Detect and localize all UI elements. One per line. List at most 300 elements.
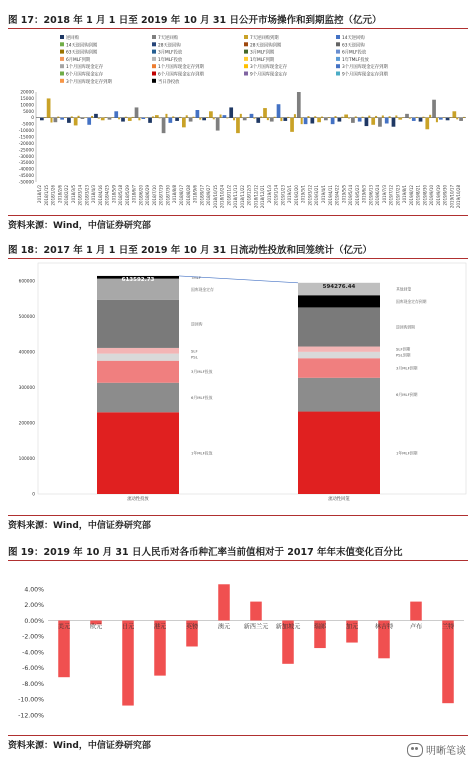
x-tick-label: 2018/5/18 [118,185,124,206]
x-tick-label: 2019/4/1 [321,185,326,203]
maturity-bar [368,116,370,118]
maturity-bar [253,118,255,119]
stack-segment [298,358,380,378]
net-injection-bar [121,118,125,122]
segment-label: 1年MLF投放 [191,450,213,456]
net-injection-bar [60,118,64,120]
maturity-bar [240,114,242,118]
y-tick-label: -12.00% [18,712,44,720]
legend-label: 9个月国库现金定存到期 [342,72,388,78]
x-tick-label: 2019/7/12 [388,185,394,206]
net-injection-bar [331,118,335,124]
x-tick-label: 2018/7/19 [158,185,164,206]
x-tick-label: 2018/9/6 [192,185,198,203]
legend-swatch [336,35,340,39]
legend-swatch [152,79,156,83]
net-injection-bar [392,118,396,127]
y-tick-label: 300000 [18,385,35,391]
net-injection-bar [243,118,247,121]
x-tick-label: 2018/1/26 [50,185,56,206]
x-category-label: 新加坡元 [275,623,301,631]
stack-segment [97,300,179,348]
y-tick-label: -50000 [18,180,34,186]
net-injection-bar [452,111,456,117]
maturity-bar [301,118,303,124]
net-injection-bar [67,118,71,123]
legend-label: 63天逆回购到期 [66,50,98,56]
x-tick-label: 2019/6/13 [368,185,374,206]
legend-swatch [244,35,248,39]
net-injection-bar [290,118,294,132]
y-tick-label: -5000 [21,122,34,128]
legend-label: 1年MLF到期 [250,57,275,63]
maturity-bar [409,118,411,119]
net-injection-bar [459,118,463,121]
y-tick-label: 200000 [18,421,35,427]
total-label: 594276.44 [322,283,356,290]
segment-label: 国库现金定存到期 [396,298,427,304]
segment-label: 3月MLF到期 [396,365,418,371]
net-injection-bar [40,118,44,121]
net-injection-bar [182,118,186,128]
y-tick-label: -10.00% [18,696,44,704]
x-category-label: 欧元 [89,623,103,631]
figure-18-title: 图 18：2017 年 1 月 1 日至 2019 年 10 月 31 日流动性投放和回笼统计（亿元） [8,243,468,259]
maturity-bar [199,118,201,120]
stack-segment [97,361,179,383]
maturity-bar [213,118,215,120]
maturity-bar [294,114,296,118]
stack-segment [298,307,380,346]
net-injection-bar [371,118,375,125]
x-tick-label: 2018/7/30 [165,185,171,206]
legend-swatch [60,42,64,46]
maturity-bar [233,118,235,121]
x-tick-label: 2018/8/28 [185,185,191,206]
maturity-bar [91,116,93,118]
legend-label: 3个月国库现金定存到期 [66,79,112,85]
x-tick-label: 2018/10/24 [219,185,225,209]
x-category-label: 卢布 [409,623,423,631]
x-tick-label: 2019/6/24 [375,185,381,206]
net-injection-bar [114,111,118,117]
maturity-bar [348,118,350,119]
net-injection-bar [155,115,159,118]
net-injection-bar [108,118,112,120]
maturity-bar [71,116,73,117]
legend-swatch [244,57,248,61]
net-injection-bar [81,118,85,119]
x-tick-label: 2019/2/1 [287,185,293,203]
value-bar [410,602,422,621]
maturity-bar [429,115,431,118]
maturity-bar [206,117,208,118]
legend-swatch [336,72,340,76]
stack-segment [298,347,380,352]
net-injection-bar [47,98,51,117]
maturity-bar [64,117,66,118]
legend-swatch [152,64,156,68]
x-tick-label: 2018/7/10 [151,185,157,206]
net-injection-bar [385,118,389,124]
net-injection-bar [405,114,409,118]
net-injection-bar [148,118,152,123]
maturity-bar [84,117,86,118]
maturity-bar [165,114,167,118]
maturity-bar [145,117,147,118]
x-tick-label: 2019/5/5 [341,185,347,203]
x-category-label: 流动性回笼 [328,497,350,502]
net-injection-bar [324,118,328,121]
maturity-bar [443,117,445,118]
figure-19-title: 图 19：2019 年 10 月 31 日人民币对各币种汇率当前值相对于 2017 年年末值变化百分比 [8,545,468,561]
open-market-operations-chart [0,30,476,213]
maturity-bar [287,117,289,118]
segment-label: SLF到期 [396,346,411,352]
maturity-bar [389,116,391,117]
legend-swatch [152,35,156,39]
x-tick-label: 2019/4/11 [327,185,333,206]
maturity-bar [456,118,458,120]
x-tick-label: 2018/1/15 [43,185,49,206]
y-tick-label: 2.00% [24,602,44,610]
maturity-bar [247,117,249,118]
legend-swatch [152,42,156,46]
maturity-bar [355,116,357,117]
x-tick-label: 2019/9/30 [442,185,448,206]
stack-segment [298,378,380,412]
legend-label: 1年MLF投放 [158,57,183,63]
net-injection-bar [351,118,355,123]
liquidity-injection-withdrawal-chart [0,260,476,510]
x-tick-label: 2019/3/21 [314,185,320,206]
x-tick-label: 2019/10/28 [456,185,462,209]
legend-label: 3月MLF投放 [158,50,183,56]
x-category-label: 新西兰元 [243,623,269,631]
y-tick-label: 5000 [23,109,34,115]
legend-swatch [336,57,340,61]
value-bar [250,602,262,621]
y-tick-label: 400000 [18,350,35,356]
net-injection-bar [216,118,220,131]
net-injection-bar [446,118,450,121]
x-tick-label: 2019/1/14 [273,185,279,206]
x-tick-label: 2019/6/3 [361,185,367,203]
legend-swatch [60,64,64,68]
legend-label: 当日净投放 [158,79,180,85]
legend-swatch [336,50,340,54]
y-tick-label: -20000 [18,141,34,147]
x-tick-label: 2019/5/14 [348,185,354,206]
x-tick-label: 2018/5/29 [124,185,130,206]
maturity-bar [159,118,161,119]
x-tick-label: 2019/8/30 [422,185,428,206]
x-category-label: 日元 [121,623,135,631]
legend-label: 3个月国库现金定存到期 [342,65,388,71]
x-tick-label: 2018/12/21 [260,185,266,209]
rmb-exchange-rate-change-chart [0,562,476,732]
net-injection-bar [425,118,429,130]
net-injection-bar [229,107,233,117]
x-tick-label: 2019/9/19 [435,185,441,206]
net-injection-bar [236,118,240,133]
x-tick-label: 2018/4/25 [104,185,110,206]
y-tick-label: -30000 [18,154,34,160]
net-injection-bar [209,111,213,117]
x-tick-label: 2018/11/2 [226,185,232,206]
x-tick-label: 2018/11/13 [233,185,239,209]
y-tick-label: 10000 [20,103,34,109]
value-bar [442,621,454,704]
y-tick-label: -4.00% [22,649,44,657]
segment-label: PSL到期 [396,352,411,358]
x-tick-label: 2019/3/1 [300,185,306,203]
net-injection-bar [270,118,274,122]
x-tick-label: 2018/4/16 [97,185,103,206]
net-injection-bar [283,118,287,121]
net-injection-bar [189,118,193,122]
x-tick-label: 2019/5/23 [354,185,360,206]
maturity-bar [192,117,194,118]
maturity-bar [172,116,174,117]
x-tick-label: 2019/1/23 [280,185,286,206]
net-injection-bar [344,115,348,118]
legend-swatch [152,50,156,54]
net-injection-bar [412,118,416,121]
maturity-bar [220,115,222,118]
legend-swatch [152,57,156,61]
x-tick-label: 2019/2/20 [293,185,299,206]
segment-label: 逆回购到期 [396,324,415,330]
x-tick-label: 2019/8/1 [402,185,408,203]
x-tick-label: 2018/10/15 [212,185,218,209]
x-category-label: 林吉特 [374,623,394,631]
x-category-label: 澳元 [217,623,231,631]
legend-label: 63天逆回购 [342,43,365,49]
legend-label: 14天逆回购到期 [66,43,98,49]
y-tick-label: 15000 [20,96,34,102]
x-tick-label: 2019/4/22 [334,185,340,206]
x-tick-label: 2018/8/8 [172,185,178,203]
legend-label: 7天逆回购 [158,36,178,41]
stack-segment [298,412,380,494]
x-tick-label: 2019/7/3 [381,185,387,203]
legend-label: 1个月国库现金定存到期 [158,65,204,71]
net-injection-bar [256,118,260,123]
legend-label: 14天逆回购 [342,36,365,41]
maturity-bar [226,118,228,119]
x-tick-label: 2018/2/22 [64,185,70,206]
x-tick-label: 2018/6/7 [131,185,137,203]
segment-label: TMLF [191,274,201,280]
value-bar [218,584,230,620]
legend-swatch [60,57,64,61]
net-injection-bar [310,118,314,124]
x-tick-label: 2018/8/17 [179,185,184,206]
maturity-bar [375,116,377,118]
maturity-bar [422,117,424,118]
maturity-bar [44,117,46,118]
y-tick-label: 0 [32,492,35,498]
stack-segment [298,295,380,307]
legend-label: 3月MLF到期 [250,50,275,56]
x-tick-label: 2018/4/3 [91,185,97,203]
net-injection-bar [250,114,254,118]
y-tick-label: -15000 [18,135,34,141]
y-tick-label: 100000 [18,456,35,462]
maturity-bar [362,117,364,118]
y-tick-label: -2.00% [22,633,44,641]
y-tick-label: -10000 [18,129,34,135]
x-tick-label: 2018/12/3 [246,185,252,206]
x-tick-label: 2018/2/6 [57,185,63,203]
segment-label: 国库现金定存 [191,286,214,292]
x-category-label: 兰特 [441,623,455,631]
x-category-label: 流动性投放 [127,497,149,502]
maturity-bar [260,116,262,117]
segment-label: 1年MLF到期 [396,450,418,456]
maturity-bar [341,117,343,118]
net-injection-bar [223,115,227,118]
net-injection-bar [141,118,145,119]
maturity-bar [267,118,269,120]
legend-swatch [336,42,340,46]
figure-18-source: 资料来源：Wind，中信证券研究部 [8,515,468,533]
maturity-bar [436,118,438,123]
net-injection-bar [338,118,342,122]
x-category-label: 加元 [345,623,359,631]
net-injection-bar [297,92,301,118]
legend-label: 1年TMLF投放 [342,57,369,63]
legend-swatch [152,72,156,76]
segment-label: SLF [191,348,198,354]
y-tick-label: -35000 [18,161,34,167]
legend-label: 28天逆回购到期 [250,43,282,49]
legend-swatch [336,64,340,68]
y-tick-label: -8.00% [22,680,44,688]
x-tick-label: 2018/3/5 [70,185,76,203]
x-tick-label: 2018/9/27 [206,185,212,206]
x-tick-label: 2018/12/12 [253,185,259,209]
x-tick-label: 2018/6/20 [138,185,144,206]
x-tick-label: 2018/6/29 [145,185,151,206]
net-injection-bar [135,107,139,117]
legend-swatch [244,50,248,54]
x-category-label: 瑞郎 [313,623,327,631]
net-injection-bar [398,118,402,120]
maturity-bar [78,116,80,118]
x-tick-label: 2019/10/17 [449,185,455,209]
x-tick-label: 2019/8/21 [415,185,421,206]
stack-segment [97,412,179,494]
net-injection-bar [168,118,172,123]
x-tick-label: 2018/1/2 [37,185,42,203]
net-injection-bar [304,118,308,124]
total-label: 613592.73 [121,276,155,283]
legend-swatch [60,72,64,76]
maturity-bar [314,116,316,117]
maturity-bar [50,118,52,123]
y-tick-label: -25000 [18,148,34,154]
x-tick-label: 2018/3/14 [77,185,83,206]
y-tick-label: 0.00% [24,617,44,625]
net-injection-bar [378,118,382,127]
segment-label: 6月MLF到期 [396,392,418,398]
legend-label: 6个月国库现金定存到期 [158,72,204,78]
legend-label: 3个月国库现金定存 [250,65,288,71]
net-injection-bar [54,118,58,123]
legend-label: 28天逆回购 [158,43,181,49]
maturity-bar [334,116,336,118]
y-tick-label: -40000 [18,167,34,173]
stack-segment [97,383,179,412]
maturity-bar [307,116,309,118]
x-tick-label: 2019/7/23 [395,185,401,206]
maturity-bar [125,117,127,118]
stack-segment [97,348,179,354]
maturity-bar [402,117,404,118]
segment-label: 6月MLF投放 [191,395,213,401]
maturity-bar [105,117,107,118]
legend-label: 6个月国库现金定存 [66,72,104,78]
segment-label: 其他回笼 [396,286,412,292]
maturity-bar [416,117,418,118]
y-tick-label: 500000 [18,314,35,320]
net-injection-bar [439,118,443,120]
legend-swatch [60,35,64,39]
maturity-bar [111,117,113,118]
maturity-bar [186,115,188,117]
stack-segment [97,354,179,361]
y-tick-label: 4.00% [24,586,44,594]
maturity-bar [274,117,276,118]
legend-label: 9个月国库现金定存 [250,72,288,78]
maturity-bar [152,116,154,117]
x-tick-label: 2018/11/22 [239,185,245,209]
maturity-bar [463,117,465,118]
figure-17-source: 资料来源：Wind，中信证券研究部 [8,215,468,233]
legend-swatch [60,50,64,54]
segment-label: 3月MLF投放 [191,369,213,375]
net-injection-bar [277,104,281,118]
net-injection-bar [74,118,78,126]
net-injection-bar [419,118,423,122]
legend-label: 7天逆回购到期 [250,36,279,41]
maturity-bar [321,117,323,118]
stack-segment [298,352,380,358]
figure-17-title: 图 17：2018 年 1 月 1 日至 2019 年 10 月 31 日公开市场操作和到期监控（亿元） [8,13,468,29]
x-category-label: 英镑 [185,623,199,631]
y-tick-label: -6.00% [22,665,44,673]
maturity-bar [98,118,100,119]
net-injection-bar [162,118,166,133]
y-tick-label: 0 [31,116,34,122]
net-injection-bar [196,110,200,118]
net-injection-bar [175,118,179,121]
x-category-label: 美元 [57,623,71,631]
x-tick-label: 2018/9/17 [199,185,205,206]
segment-label: PSL [191,354,198,360]
legend-label: 6月MLF到期 [66,57,91,63]
net-injection-bar [101,118,105,121]
y-tick-label: -45000 [18,174,34,180]
net-injection-bar [202,118,206,121]
maturity-bar [57,117,59,118]
x-category-label: 港元 [153,623,167,631]
legend-label: 逆回购 [66,36,79,41]
x-tick-label: 2018/3/23 [84,185,90,206]
net-injection-bar [317,118,321,123]
